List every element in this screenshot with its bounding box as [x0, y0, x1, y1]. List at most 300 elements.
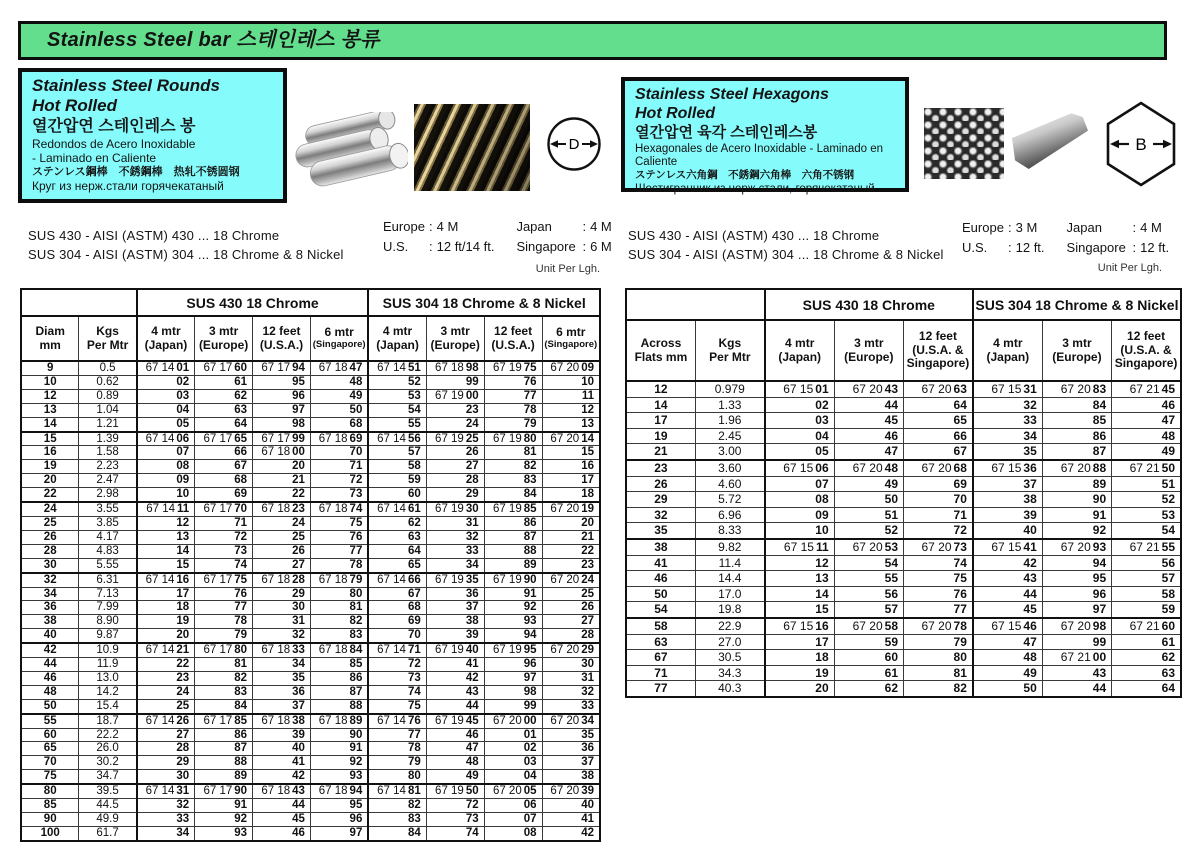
item-code-cell: 29 — [426, 488, 484, 502]
table-row — [21, 558, 600, 572]
rounds-title-japanese-chinese: ステンレス鋼棒 不銹鋼棒 热轧不锈圆钢 — [32, 166, 240, 178]
item-code-cell: 47 — [973, 634, 1042, 650]
length-singapore: Singapore : 6 M — [516, 239, 612, 254]
item-code-cell: 62 — [368, 516, 426, 530]
table-row — [626, 381, 1181, 397]
weight-cell: 3.60 — [695, 460, 764, 476]
item-code-cell: 77 — [310, 544, 368, 558]
across-flats-letter: B — [1135, 135, 1147, 154]
item-code-cell: 91 — [1042, 507, 1111, 523]
size-cell: 25 — [21, 516, 79, 530]
item-code-cell: 71 — [310, 460, 368, 474]
item-code-cell: 67 19 45 — [426, 714, 484, 728]
weight-cell: 34.3 — [695, 665, 764, 681]
item-code-cell: 10 — [137, 488, 195, 502]
item-code-cell: 78 — [484, 403, 542, 417]
size-cell: 32 — [626, 507, 695, 523]
table-row — [626, 523, 1181, 539]
item-code-cell: 62 — [1112, 650, 1181, 666]
item-code-cell: 99 — [484, 699, 542, 713]
item-code-cell: 91 — [310, 742, 368, 756]
hexagons-item-code-table — [625, 288, 1182, 698]
table-row — [21, 699, 600, 713]
item-code-cell: 28 — [137, 742, 195, 756]
table-row — [21, 799, 600, 813]
table-row — [21, 474, 600, 488]
weight-cell: 0.62 — [79, 375, 137, 389]
hex-bar-photo — [1012, 112, 1088, 174]
column-header: 3 mtr (Europe) — [195, 316, 253, 361]
item-code-cell: 57 — [368, 446, 426, 460]
table-row — [626, 602, 1181, 618]
item-code-cell: 23 — [426, 403, 484, 417]
item-code-cell: 67 14 11 — [137, 502, 195, 516]
item-code-cell: 73 — [195, 544, 253, 558]
item-code-cell: 15 — [542, 446, 600, 460]
table-row — [21, 714, 600, 728]
table-row — [626, 650, 1181, 666]
size-cell: 55 — [21, 714, 79, 728]
item-code-cell: 22 — [253, 488, 311, 502]
item-code-cell: 81 — [484, 446, 542, 460]
item-code-cell: 39 — [253, 728, 311, 742]
item-code-cell: 89 — [1042, 476, 1111, 492]
item-code-cell: 24 — [426, 417, 484, 431]
item-code-cell: 56 — [834, 586, 903, 602]
size-cell: 46 — [626, 571, 695, 587]
weight-cell: 1.58 — [79, 446, 137, 460]
size-cell: 19 — [626, 428, 695, 444]
hexagons-title-russian: Шестигранник из нерж.стали, горячекатаный — [635, 183, 875, 195]
weight-cell: 15.4 — [79, 699, 137, 713]
weight-cell: 40.3 — [695, 681, 764, 697]
item-code-cell: 91 — [195, 799, 253, 813]
table-row — [626, 618, 1181, 634]
item-code-cell: 59 — [1112, 602, 1181, 618]
item-code-cell: 33 — [542, 699, 600, 713]
table-row — [21, 671, 600, 685]
item-code-cell: 64 — [195, 417, 253, 431]
hexagons-title-en-2: Hot Rolled — [635, 105, 715, 122]
weight-cell: 6.96 — [695, 507, 764, 523]
item-code-cell: 70 — [368, 629, 426, 643]
item-code-cell: 29 — [137, 756, 195, 770]
item-code-cell: 65 — [904, 413, 973, 429]
item-code-cell: 67 15 11 — [765, 539, 834, 555]
item-code-cell: 67 18 84 — [310, 643, 368, 657]
item-code-cell: 17 — [542, 474, 600, 488]
size-cell: 19 — [21, 460, 79, 474]
item-code-cell: 76 — [484, 375, 542, 389]
item-code-cell: 86 — [484, 516, 542, 530]
weight-cell: 4.17 — [79, 530, 137, 544]
table-row — [626, 586, 1181, 602]
item-code-cell: 98 — [484, 685, 542, 699]
item-code-cell: 38 — [973, 492, 1042, 508]
size-cell: 38 — [626, 539, 695, 555]
item-code-cell: 86 — [310, 671, 368, 685]
item-code-cell: 23 — [542, 558, 600, 572]
item-code-cell: 69 — [368, 615, 426, 629]
item-code-cell: 67 15 36 — [973, 460, 1042, 476]
column-header: Kgs Per Mtr — [695, 320, 764, 381]
item-code-cell: 47 — [1112, 413, 1181, 429]
item-code-cell: 49 — [1112, 444, 1181, 460]
item-code-cell: 66 — [904, 428, 973, 444]
item-code-cell: 33 — [137, 813, 195, 827]
item-code-cell: 63 — [1112, 665, 1181, 681]
table-row — [21, 361, 600, 375]
item-code-cell: 15 — [137, 558, 195, 572]
table-row — [626, 555, 1181, 571]
item-code-cell: 97 — [1042, 602, 1111, 618]
weight-cell: 8.90 — [79, 615, 137, 629]
item-code-cell: 17 — [137, 587, 195, 601]
item-code-cell: 67 20 29 — [542, 643, 600, 657]
weight-cell: 5.72 — [695, 492, 764, 508]
item-code-cell: 34 — [973, 428, 1042, 444]
item-code-cell: 67 19 50 — [426, 784, 484, 798]
size-cell: 14 — [626, 397, 695, 413]
item-code-cell: 09 — [137, 474, 195, 488]
item-code-cell: 10 — [542, 375, 600, 389]
column-header: 12 feet (U.S.A.) — [253, 316, 311, 361]
item-code-cell: 28 — [542, 629, 600, 643]
size-cell: 71 — [626, 665, 695, 681]
item-code-cell: 67 21 00 — [1042, 650, 1111, 666]
item-code-cell: 67 18 47 — [310, 361, 368, 375]
size-cell: 75 — [21, 770, 79, 784]
item-code-cell: 44 — [834, 397, 903, 413]
table-row — [626, 634, 1181, 650]
item-code-cell: 12 — [542, 403, 600, 417]
item-code-cell: 67 14 71 — [368, 643, 426, 657]
item-code-cell: 33 — [426, 544, 484, 558]
item-code-cell: 25 — [253, 530, 311, 544]
item-code-cell: 76 — [310, 530, 368, 544]
table-row — [21, 685, 600, 699]
weight-cell: 1.96 — [695, 413, 764, 429]
rounds-supply-lengths — [383, 219, 612, 254]
item-code-cell: 70 — [904, 492, 973, 508]
hex-bars-bundle-photo — [924, 108, 1004, 179]
item-code-cell: 60 — [834, 650, 903, 666]
item-code-cell: 35 — [542, 728, 600, 742]
item-code-cell: 78 — [368, 742, 426, 756]
weight-cell: 0.979 — [695, 381, 764, 397]
item-code-cell: 51 — [834, 507, 903, 523]
item-code-cell: 82 — [195, 671, 253, 685]
item-code-cell: 92 — [310, 756, 368, 770]
item-code-cell: 87 — [484, 530, 542, 544]
item-code-cell: 67 14 51 — [368, 361, 426, 375]
weight-cell: 10.9 — [79, 643, 137, 657]
item-code-cell: 67 14 06 — [137, 432, 195, 446]
item-code-cell: 76 — [904, 586, 973, 602]
item-code-cell: 38 — [426, 615, 484, 629]
item-code-cell: 82 — [484, 460, 542, 474]
table-row — [626, 681, 1181, 697]
size-cell: 50 — [21, 699, 79, 713]
item-code-cell: 25 — [542, 587, 600, 601]
item-code-cell: 29 — [253, 587, 311, 601]
item-code-cell: 25 — [137, 699, 195, 713]
weight-cell: 1.21 — [79, 417, 137, 431]
item-code-cell: 80 — [368, 770, 426, 784]
item-code-cell: 54 — [834, 555, 903, 571]
weight-cell: 27.0 — [695, 634, 764, 650]
rounds-title-en: Stainless Steel Rounds — [32, 76, 220, 95]
size-cell: 80 — [21, 784, 79, 798]
weight-cell: 3.85 — [79, 516, 137, 530]
item-code-cell: 99 — [426, 375, 484, 389]
item-code-cell: 67 — [195, 460, 253, 474]
size-cell: 13 — [21, 403, 79, 417]
item-code-cell: 59 — [834, 634, 903, 650]
item-code-cell: 67 — [904, 444, 973, 460]
round-bars-illustration — [294, 112, 408, 190]
item-code-cell: 40 — [253, 742, 311, 756]
weight-cell: 11.9 — [79, 658, 137, 672]
item-code-cell: 42 — [426, 671, 484, 685]
hexagons-title-korean: 열간압연 육각 스테인레스봉 — [635, 124, 818, 141]
item-code-cell: 13 — [765, 571, 834, 587]
rounds-standard-430: SUS 430 - AISI (ASTM) 430 ... 18 Chrome — [28, 228, 280, 243]
item-code-cell: 84 — [484, 488, 542, 502]
item-code-cell: 70 — [310, 446, 368, 460]
item-code-cell: 67 15 46 — [973, 618, 1042, 634]
item-code-cell: 04 — [484, 770, 542, 784]
item-code-cell: 16 — [542, 460, 600, 474]
item-code-cell: 72 — [368, 658, 426, 672]
table-row — [626, 476, 1181, 492]
column-header: 4 mtr (Japan) — [368, 316, 426, 361]
item-code-cell: 46 — [1112, 397, 1181, 413]
length-europe: Europe : 4 M — [383, 219, 459, 234]
table-row — [21, 756, 600, 770]
table-row — [21, 516, 600, 530]
rounds-item-code-table — [20, 288, 601, 842]
item-code-cell: 67 17 60 — [195, 361, 253, 375]
item-code-cell: 67 18 94 — [310, 784, 368, 798]
column-header: 4 mtr (Japan) — [137, 316, 195, 361]
item-code-cell: 07 — [765, 476, 834, 492]
item-code-cell: 96 — [484, 658, 542, 672]
item-code-cell: 67 19 00 — [426, 389, 484, 403]
item-code-cell: 67 14 76 — [368, 714, 426, 728]
item-code-cell: 83 — [195, 685, 253, 699]
item-code-cell: 44 — [253, 799, 311, 813]
item-code-cell: 93 — [310, 770, 368, 784]
weight-cell: 17.0 — [695, 586, 764, 602]
item-code-cell: 67 20 09 — [542, 361, 600, 375]
item-code-cell: 51 — [1112, 476, 1181, 492]
item-code-cell: 73 — [310, 488, 368, 502]
item-code-cell: 80 — [310, 587, 368, 601]
item-code-cell: 74 — [368, 685, 426, 699]
item-code-cell: 67 18 74 — [310, 502, 368, 516]
item-code-cell: 67 19 85 — [484, 502, 542, 516]
item-code-cell: 20 — [542, 516, 600, 530]
length-japan: Japan : 4 M — [516, 219, 612, 234]
item-code-cell: 69 — [904, 476, 973, 492]
item-code-cell: 57 — [1112, 571, 1181, 587]
item-code-cell: 68 — [195, 474, 253, 488]
table-row — [21, 728, 600, 742]
item-code-cell: 48 — [310, 375, 368, 389]
weight-cell: 14.4 — [695, 571, 764, 587]
item-code-cell: 52 — [368, 375, 426, 389]
item-code-cell: 67 20 63 — [904, 381, 973, 397]
item-code-cell: 38 — [542, 770, 600, 784]
weight-cell: 11.4 — [695, 555, 764, 571]
item-code-cell: 30 — [253, 601, 311, 615]
item-code-cell: 67 17 85 — [195, 714, 253, 728]
item-code-cell: 71 — [904, 507, 973, 523]
size-cell: 42 — [21, 643, 79, 657]
item-code-cell: 43 — [426, 685, 484, 699]
weight-cell: 4.83 — [79, 544, 137, 558]
rounds-product-panel — [18, 68, 287, 203]
length-japan: Japan : 4 M — [1066, 220, 1162, 235]
item-code-cell: 82 — [368, 799, 426, 813]
item-code-cell: 67 15 06 — [765, 460, 834, 476]
item-code-cell: 23 — [137, 671, 195, 685]
item-code-cell: 80 — [904, 650, 973, 666]
item-code-cell: 88 — [195, 756, 253, 770]
table-row — [21, 403, 600, 417]
item-code-cell: 76 — [195, 587, 253, 601]
item-code-cell: 88 — [310, 699, 368, 713]
item-code-cell: 64 — [368, 544, 426, 558]
size-cell: 100 — [21, 826, 79, 840]
table-row — [21, 658, 600, 672]
item-code-cell: 67 17 99 — [253, 432, 311, 446]
table-row — [21, 502, 600, 516]
item-code-cell: 37 — [542, 756, 600, 770]
across-flats-diagram — [1098, 99, 1184, 189]
item-code-cell: 67 21 55 — [1112, 539, 1181, 555]
item-code-cell: 67 17 70 — [195, 502, 253, 516]
item-code-cell: 77 — [368, 728, 426, 742]
item-code-cell: 67 19 80 — [484, 432, 542, 446]
table-corner — [21, 289, 137, 316]
weight-cell: 7.99 — [79, 601, 137, 615]
item-code-cell: 67 18 23 — [253, 502, 311, 516]
size-cell: 90 — [21, 813, 79, 827]
item-code-cell: 74 — [195, 558, 253, 572]
item-code-cell: 72 — [426, 799, 484, 813]
item-code-cell: 67 20 73 — [904, 539, 973, 555]
item-code-cell: 02 — [765, 397, 834, 413]
item-code-cell: 44 — [973, 586, 1042, 602]
item-code-cell: 52 — [834, 523, 903, 539]
item-code-cell: 34 — [426, 558, 484, 572]
column-header: 3 mtr (Europe) — [426, 316, 484, 361]
column-group-header: SUS 430 18 Chrome — [765, 289, 973, 320]
item-code-cell: 61 — [195, 375, 253, 389]
item-code-cell: 41 — [253, 756, 311, 770]
item-code-cell: 39 — [426, 629, 484, 643]
item-code-cell: 45 — [973, 602, 1042, 618]
weight-cell: 0.89 — [79, 389, 137, 403]
item-code-cell: 67 20 98 — [1042, 618, 1111, 634]
item-code-cell: 35 — [973, 444, 1042, 460]
item-code-cell: 43 — [973, 571, 1042, 587]
item-code-cell: 03 — [137, 389, 195, 403]
item-code-cell: 67 18 98 — [426, 361, 484, 375]
item-code-cell: 72 — [310, 474, 368, 488]
item-code-cell: 67 20 43 — [834, 381, 903, 397]
item-code-cell: 59 — [368, 474, 426, 488]
table-row — [21, 629, 600, 643]
rounds-title-spanish: Redondos de Acero Inoxidable — [32, 137, 196, 151]
item-code-cell: 86 — [195, 728, 253, 742]
item-code-cell: 37 — [253, 699, 311, 713]
item-code-cell: 40 — [542, 799, 600, 813]
item-code-cell: 88 — [484, 544, 542, 558]
item-code-cell: 85 — [1042, 413, 1111, 429]
item-code-cell: 42 — [542, 826, 600, 840]
item-code-cell: 54 — [368, 403, 426, 417]
item-code-cell: 83 — [310, 629, 368, 643]
weight-cell: 39.5 — [79, 784, 137, 798]
item-code-cell: 75 — [310, 516, 368, 530]
hexagons-standard-304: SUS 304 - AISI (ASTM) 304 ... 18 Chrome & 8 Nickel — [628, 247, 944, 262]
weight-cell: 9.87 — [79, 629, 137, 643]
item-code-cell: 67 21 45 — [1112, 381, 1181, 397]
table-row — [21, 784, 600, 798]
item-code-cell: 55 — [834, 571, 903, 587]
item-code-cell: 72 — [904, 523, 973, 539]
weight-cell: 2.45 — [695, 428, 764, 444]
size-cell: 38 — [21, 615, 79, 629]
item-code-cell: 03 — [765, 413, 834, 429]
size-cell: 26 — [21, 530, 79, 544]
item-code-cell: 67 17 65 — [195, 432, 253, 446]
table-row — [21, 460, 600, 474]
item-code-cell: 50 — [973, 681, 1042, 697]
item-code-cell: 45 — [834, 413, 903, 429]
item-code-cell: 37 — [426, 601, 484, 615]
item-code-cell: 67 21 60 — [1112, 618, 1181, 634]
table-row — [21, 601, 600, 615]
item-code-cell: 91 — [484, 587, 542, 601]
size-cell: 35 — [626, 523, 695, 539]
weight-cell: 2.47 — [79, 474, 137, 488]
hexagons-standards — [628, 226, 944, 264]
item-code-cell: 27 — [542, 615, 600, 629]
item-code-cell: 73 — [368, 671, 426, 685]
item-code-cell: 05 — [137, 417, 195, 431]
item-code-cell: 60 — [368, 488, 426, 502]
hexagons-standard-430: SUS 430 - AISI (ASTM) 430 ... 18 Chrome — [628, 228, 880, 243]
item-code-cell: 96 — [253, 389, 311, 403]
table-row — [21, 813, 600, 827]
table-row — [626, 460, 1181, 476]
item-code-cell: 72 — [195, 530, 253, 544]
item-code-cell: 78 — [195, 615, 253, 629]
table-corner — [626, 289, 765, 320]
size-cell: 58 — [626, 618, 695, 634]
item-code-cell: 31 — [253, 615, 311, 629]
table-row — [21, 530, 600, 544]
hexagons-supply-lengths — [962, 220, 1169, 255]
item-code-cell: 58 — [368, 460, 426, 474]
item-code-cell: 97 — [253, 403, 311, 417]
column-header: 12 feet (U.S.A.) — [484, 316, 542, 361]
size-cell: 65 — [21, 742, 79, 756]
